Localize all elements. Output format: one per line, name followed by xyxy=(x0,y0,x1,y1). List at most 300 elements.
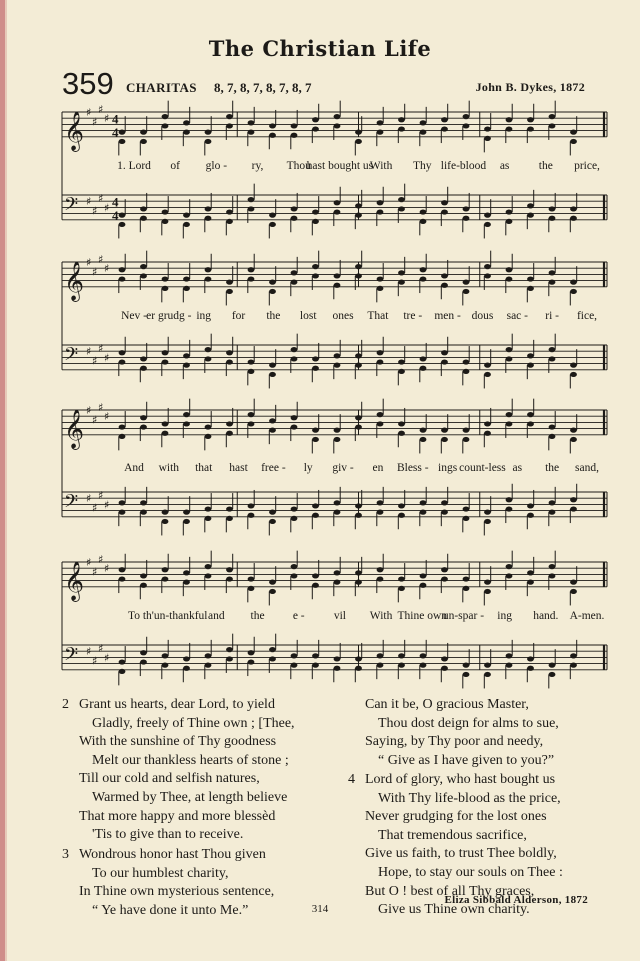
sharp-icon: ♯ xyxy=(98,642,104,656)
note-head xyxy=(527,503,534,508)
sharp-icon: ♯ xyxy=(92,413,98,427)
note-head xyxy=(377,350,384,355)
note-head xyxy=(119,222,126,227)
note-head xyxy=(463,359,470,364)
lyric-syllable: ing xyxy=(196,310,212,322)
note-head xyxy=(377,421,384,426)
note-head xyxy=(570,363,577,368)
lyric-syllable: Thou xyxy=(286,160,311,172)
note-head xyxy=(527,580,534,585)
note-head xyxy=(162,219,169,224)
note-head xyxy=(226,576,233,581)
note-head xyxy=(183,656,190,661)
note-head xyxy=(269,428,276,433)
time-signature-bottom: 4 xyxy=(112,207,119,223)
note-head xyxy=(420,437,427,442)
note-head xyxy=(162,276,169,281)
note-head xyxy=(570,139,577,144)
note-head xyxy=(420,500,427,505)
note-head xyxy=(119,434,126,439)
note-head xyxy=(312,503,319,508)
note-head xyxy=(140,583,147,588)
note-head xyxy=(441,117,448,122)
note-head xyxy=(398,421,405,426)
lyric-syllable: Thy xyxy=(413,160,432,172)
note-head xyxy=(398,513,405,518)
sharp-icon: ♯ xyxy=(92,565,98,579)
note-head xyxy=(420,510,427,515)
note-head xyxy=(226,114,233,119)
lyric-syllable: life-blood xyxy=(440,160,487,172)
note-head xyxy=(377,120,384,125)
note-head xyxy=(205,267,212,272)
sharp-icon: ♯ xyxy=(92,654,98,668)
note-head xyxy=(334,363,341,368)
note-head xyxy=(506,347,513,352)
note-head xyxy=(140,264,147,269)
note-head xyxy=(441,567,448,572)
note-head xyxy=(506,663,513,668)
note-head xyxy=(312,428,319,433)
note-head xyxy=(162,519,169,524)
note-head xyxy=(226,647,233,652)
sharp-icon: ♯ xyxy=(98,400,104,414)
note-head xyxy=(484,126,491,131)
note-head xyxy=(398,663,405,668)
note-head xyxy=(269,123,276,128)
verse-number: 2 xyxy=(62,697,69,712)
note-head xyxy=(549,206,556,211)
lyric-syllable: dous xyxy=(471,310,494,322)
note-head xyxy=(119,276,126,281)
lyric-syllable: free - xyxy=(261,462,286,474)
section-title: The Christian Life xyxy=(208,36,432,61)
note-head xyxy=(269,289,276,294)
note-head xyxy=(248,513,255,518)
verse-line: With the sunshine of Thy goodness xyxy=(79,734,277,750)
sharp-icon: ♯ xyxy=(86,256,92,269)
note-head xyxy=(463,369,470,374)
note-head xyxy=(463,672,470,677)
note-head xyxy=(506,564,513,569)
lyric-syllable: tre - xyxy=(403,310,423,322)
note-head xyxy=(162,350,169,355)
note-head xyxy=(420,573,427,578)
note-head xyxy=(506,573,513,578)
note-head xyxy=(291,280,298,285)
sharp-icon: ♯ xyxy=(86,106,92,119)
note-head xyxy=(119,139,126,144)
note-head xyxy=(463,280,470,285)
note-head xyxy=(549,356,556,361)
note-head xyxy=(570,216,577,221)
note-head xyxy=(506,219,513,224)
lyric-syllable: And xyxy=(124,462,144,474)
note-head xyxy=(549,510,556,515)
note-head xyxy=(570,206,577,211)
sharp-icon: ♯ xyxy=(104,410,110,424)
note-head xyxy=(441,359,448,364)
note-head xyxy=(527,117,534,122)
note-head xyxy=(334,570,341,575)
note-head xyxy=(549,564,556,569)
note-head xyxy=(549,500,556,505)
verse-2 xyxy=(62,696,295,845)
lyric-syllable: lost xyxy=(299,310,317,322)
note-head xyxy=(226,219,233,224)
note-head xyxy=(269,133,276,138)
lyric-syllable: as xyxy=(499,160,510,172)
note-head xyxy=(140,356,147,361)
sharp-icon: ♯ xyxy=(98,489,104,503)
note-head xyxy=(162,114,169,119)
note-head xyxy=(441,350,448,355)
lyric-syllable: glo - xyxy=(205,160,228,172)
note-head xyxy=(441,576,448,581)
note-head xyxy=(334,123,341,128)
note-head xyxy=(463,516,470,521)
lyric-syllable: vil xyxy=(333,610,346,622)
verse-line: Saying, by Thy poor and needy, xyxy=(365,734,544,750)
note-head xyxy=(312,117,319,122)
note-head xyxy=(484,136,491,141)
verse-3-continued xyxy=(348,696,559,770)
note-head xyxy=(334,283,341,288)
note-head xyxy=(291,133,298,138)
sharp-icon: ♯ xyxy=(104,112,110,126)
note-head xyxy=(226,421,233,426)
note-head xyxy=(140,139,147,144)
note-head xyxy=(506,506,513,511)
lyric-syllable: as xyxy=(512,462,523,474)
note-head xyxy=(269,580,276,585)
verse-line: “ Ye have done it unto Me.” xyxy=(92,902,249,918)
note-head xyxy=(484,589,491,594)
verse-line: Never grudging for the lost ones xyxy=(365,809,547,825)
note-head xyxy=(334,209,341,214)
note-head xyxy=(269,589,276,594)
note-head xyxy=(463,289,470,294)
note-head xyxy=(183,120,190,125)
note-head xyxy=(183,666,190,671)
note-head xyxy=(140,659,147,664)
note-head xyxy=(506,117,513,122)
note-head xyxy=(269,280,276,285)
bass-clef-icon: 𝄢 xyxy=(64,491,79,517)
sharp-icon: ♯ xyxy=(104,262,110,276)
note-head xyxy=(441,510,448,515)
note-head xyxy=(549,424,556,429)
note-head xyxy=(463,437,470,442)
note-head xyxy=(570,289,577,294)
note-head xyxy=(119,350,126,355)
note-head xyxy=(484,663,491,668)
sharp-icon: ♯ xyxy=(86,492,92,506)
note-head xyxy=(398,431,405,436)
note-head xyxy=(226,289,233,294)
note-head xyxy=(570,372,577,377)
treble-clef-icon: 𝄞 xyxy=(64,408,85,449)
lyric-syllable: e - xyxy=(292,610,305,622)
sharp-icon: ♯ xyxy=(86,345,92,359)
note-head xyxy=(463,206,470,211)
note-head xyxy=(463,428,470,433)
note-head xyxy=(291,564,298,569)
composer-credit: John B. Dykes, 1872 xyxy=(475,80,585,94)
note-head xyxy=(398,503,405,508)
sharp-icon: ♯ xyxy=(104,498,110,512)
note-head xyxy=(140,206,147,211)
note-head xyxy=(248,276,255,281)
note-head xyxy=(312,573,319,578)
note-head xyxy=(119,500,126,505)
sharp-icon: ♯ xyxy=(92,115,98,129)
note-head xyxy=(570,437,577,442)
note-head xyxy=(463,216,470,221)
note-head xyxy=(484,372,491,377)
note-head xyxy=(527,203,534,208)
note-head xyxy=(119,669,126,674)
note-head xyxy=(334,510,341,515)
note-head xyxy=(183,213,190,218)
note-head xyxy=(463,663,470,668)
note-head xyxy=(441,283,448,288)
note-head xyxy=(291,424,298,429)
note-head xyxy=(463,123,470,128)
note-head xyxy=(162,286,169,291)
note-head xyxy=(549,280,556,285)
note-head xyxy=(140,650,147,655)
note-head xyxy=(398,126,405,131)
note-head xyxy=(291,123,298,128)
note-head xyxy=(549,114,556,119)
note-head xyxy=(162,663,169,668)
note-head xyxy=(377,510,384,515)
note-head xyxy=(205,130,212,135)
note-head xyxy=(226,431,233,436)
note-head xyxy=(549,434,556,439)
note-head xyxy=(248,359,255,364)
verse-number: 4 xyxy=(348,772,355,787)
verse-line: Give us Thine own charity. xyxy=(378,902,530,918)
note-head xyxy=(162,510,169,515)
note-head xyxy=(463,586,470,591)
treble-clef-icon: 𝄞 xyxy=(64,110,85,151)
note-head xyxy=(377,200,384,205)
note-head xyxy=(140,216,147,221)
bass-clef-icon: 𝄢 xyxy=(64,344,79,370)
note-head xyxy=(269,372,276,377)
sharp-icon: ♯ xyxy=(86,195,92,209)
lyric-syllable: Thine own xyxy=(397,610,448,622)
note-head xyxy=(463,114,470,119)
note-head xyxy=(291,216,298,221)
note-head xyxy=(570,589,577,594)
verse-line: “ Give as I have given to you?” xyxy=(378,752,555,768)
note-head xyxy=(484,580,491,585)
note-head xyxy=(291,653,298,658)
lyric-syllable: the xyxy=(538,160,553,172)
note-head xyxy=(312,219,319,224)
verse-line: Warmed by Thee, at length believe xyxy=(92,789,288,805)
sharp-icon: ♯ xyxy=(104,201,110,215)
note-head xyxy=(570,130,577,135)
note-head xyxy=(291,206,298,211)
note-head xyxy=(420,209,427,214)
note-head xyxy=(205,347,212,352)
note-head xyxy=(312,209,319,214)
note-head xyxy=(527,363,534,368)
verse-line: That tremendous sacrifice, xyxy=(378,827,527,843)
lyric-syllable: hand. xyxy=(533,610,559,622)
lyric-syllable: ly xyxy=(303,462,313,474)
verse-line: Grant us hearts, dear Lord, to yield xyxy=(79,697,275,712)
note-head xyxy=(463,506,470,511)
sharp-icon: ♯ xyxy=(86,556,92,569)
note-head xyxy=(398,206,405,211)
note-head xyxy=(248,369,255,374)
verse-line: Hope, to stay our souls on Thee : xyxy=(378,864,563,880)
note-head xyxy=(226,359,233,364)
lyric-syllable: with xyxy=(158,462,180,474)
treble-clef-icon: 𝄞 xyxy=(64,260,85,301)
lyric-syllable: hast xyxy=(229,462,248,474)
note-head xyxy=(205,516,212,521)
lyric-syllable: er grudg - xyxy=(146,310,192,322)
note-head xyxy=(140,424,147,429)
note-head xyxy=(570,506,577,511)
note-head xyxy=(506,209,513,214)
note-head xyxy=(140,500,147,505)
note-head xyxy=(183,222,190,227)
note-head xyxy=(312,366,319,371)
note-head xyxy=(334,428,341,433)
note-head xyxy=(226,350,233,355)
note-head xyxy=(269,510,276,515)
note-head xyxy=(248,659,255,664)
note-head xyxy=(527,421,534,426)
note-head xyxy=(334,114,341,119)
sharp-icon: ♯ xyxy=(98,252,104,266)
note-head xyxy=(398,197,405,202)
verse-line: Gladly, freely of Thine own ; [Thee, xyxy=(92,715,295,731)
note-head xyxy=(377,663,384,668)
note-head xyxy=(248,197,255,202)
note-head xyxy=(248,576,255,581)
note-head xyxy=(570,663,577,668)
note-head xyxy=(226,567,233,572)
verse-line: That more happy and more blessèd xyxy=(79,808,276,824)
note-head xyxy=(269,519,276,524)
lyric-syllable: and xyxy=(208,610,225,622)
note-head xyxy=(269,647,276,652)
note-head xyxy=(527,276,534,281)
note-head xyxy=(441,273,448,278)
verse-line: Lord of glory, who hast bought us xyxy=(365,772,556,787)
note-head xyxy=(377,653,384,658)
author-credit: Eliza Sibbald Alderson, 1872 xyxy=(444,894,588,906)
lyric-syllable: fice, xyxy=(576,310,598,322)
lyric-syllable: ri - xyxy=(545,310,560,322)
lyric-syllable: 1. Lord xyxy=(117,160,151,172)
note-head xyxy=(183,421,190,426)
tune-name: CHARITAS xyxy=(126,80,197,95)
note-head xyxy=(205,206,212,211)
note-head xyxy=(205,434,212,439)
note-head xyxy=(119,213,126,218)
note-head xyxy=(549,216,556,221)
note-head xyxy=(248,267,255,272)
note-head xyxy=(291,270,298,275)
lyric-syllable: that xyxy=(195,462,213,474)
note-head xyxy=(398,653,405,658)
note-head xyxy=(355,139,362,144)
note-head xyxy=(549,672,556,677)
note-head xyxy=(205,653,212,658)
sharp-icon: ♯ xyxy=(86,404,92,417)
note-head xyxy=(205,424,212,429)
sharp-icon: ♯ xyxy=(92,204,98,218)
note-head xyxy=(312,663,319,668)
note-head xyxy=(377,286,384,291)
note-head xyxy=(226,280,233,285)
lyric-syllable: price, xyxy=(574,160,600,172)
note-head xyxy=(334,273,341,278)
lyric-syllable: That xyxy=(367,310,389,322)
note-head xyxy=(527,666,534,671)
lyric-syllable: hast bought us xyxy=(306,160,374,172)
lyric-syllable: giv - xyxy=(332,462,354,474)
sharp-icon: ♯ xyxy=(98,552,104,566)
note-head xyxy=(119,576,126,581)
note-head xyxy=(119,659,126,664)
note-head xyxy=(506,653,513,658)
note-head xyxy=(248,412,255,417)
note-head xyxy=(527,412,534,417)
note-head xyxy=(162,123,169,128)
note-head xyxy=(162,209,169,214)
lyric-syllable: ones xyxy=(332,310,354,322)
note-head xyxy=(291,347,298,352)
note-head xyxy=(484,222,491,227)
note-head xyxy=(377,130,384,135)
lyric-syllable: the xyxy=(545,462,560,474)
note-head xyxy=(205,356,212,361)
time-signature-top: 4 xyxy=(112,194,119,210)
note-head xyxy=(527,656,534,661)
sharp-icon: ♯ xyxy=(92,501,98,515)
note-head xyxy=(484,519,491,524)
note-head xyxy=(441,437,448,442)
note-head xyxy=(484,213,491,218)
note-head xyxy=(140,573,147,578)
note-head xyxy=(312,583,319,588)
verse-number: 3 xyxy=(62,847,69,862)
note-head xyxy=(420,428,427,433)
note-head xyxy=(183,412,190,417)
sharp-icon: ♯ xyxy=(98,342,104,356)
note-head xyxy=(205,139,212,144)
note-head xyxy=(291,356,298,361)
note-head xyxy=(334,500,341,505)
note-head xyxy=(334,437,341,442)
note-head xyxy=(312,126,319,131)
note-head xyxy=(420,219,427,224)
note-head xyxy=(162,576,169,581)
note-head xyxy=(248,120,255,125)
lyric-syllable: of xyxy=(170,160,180,172)
note-head xyxy=(570,497,577,502)
